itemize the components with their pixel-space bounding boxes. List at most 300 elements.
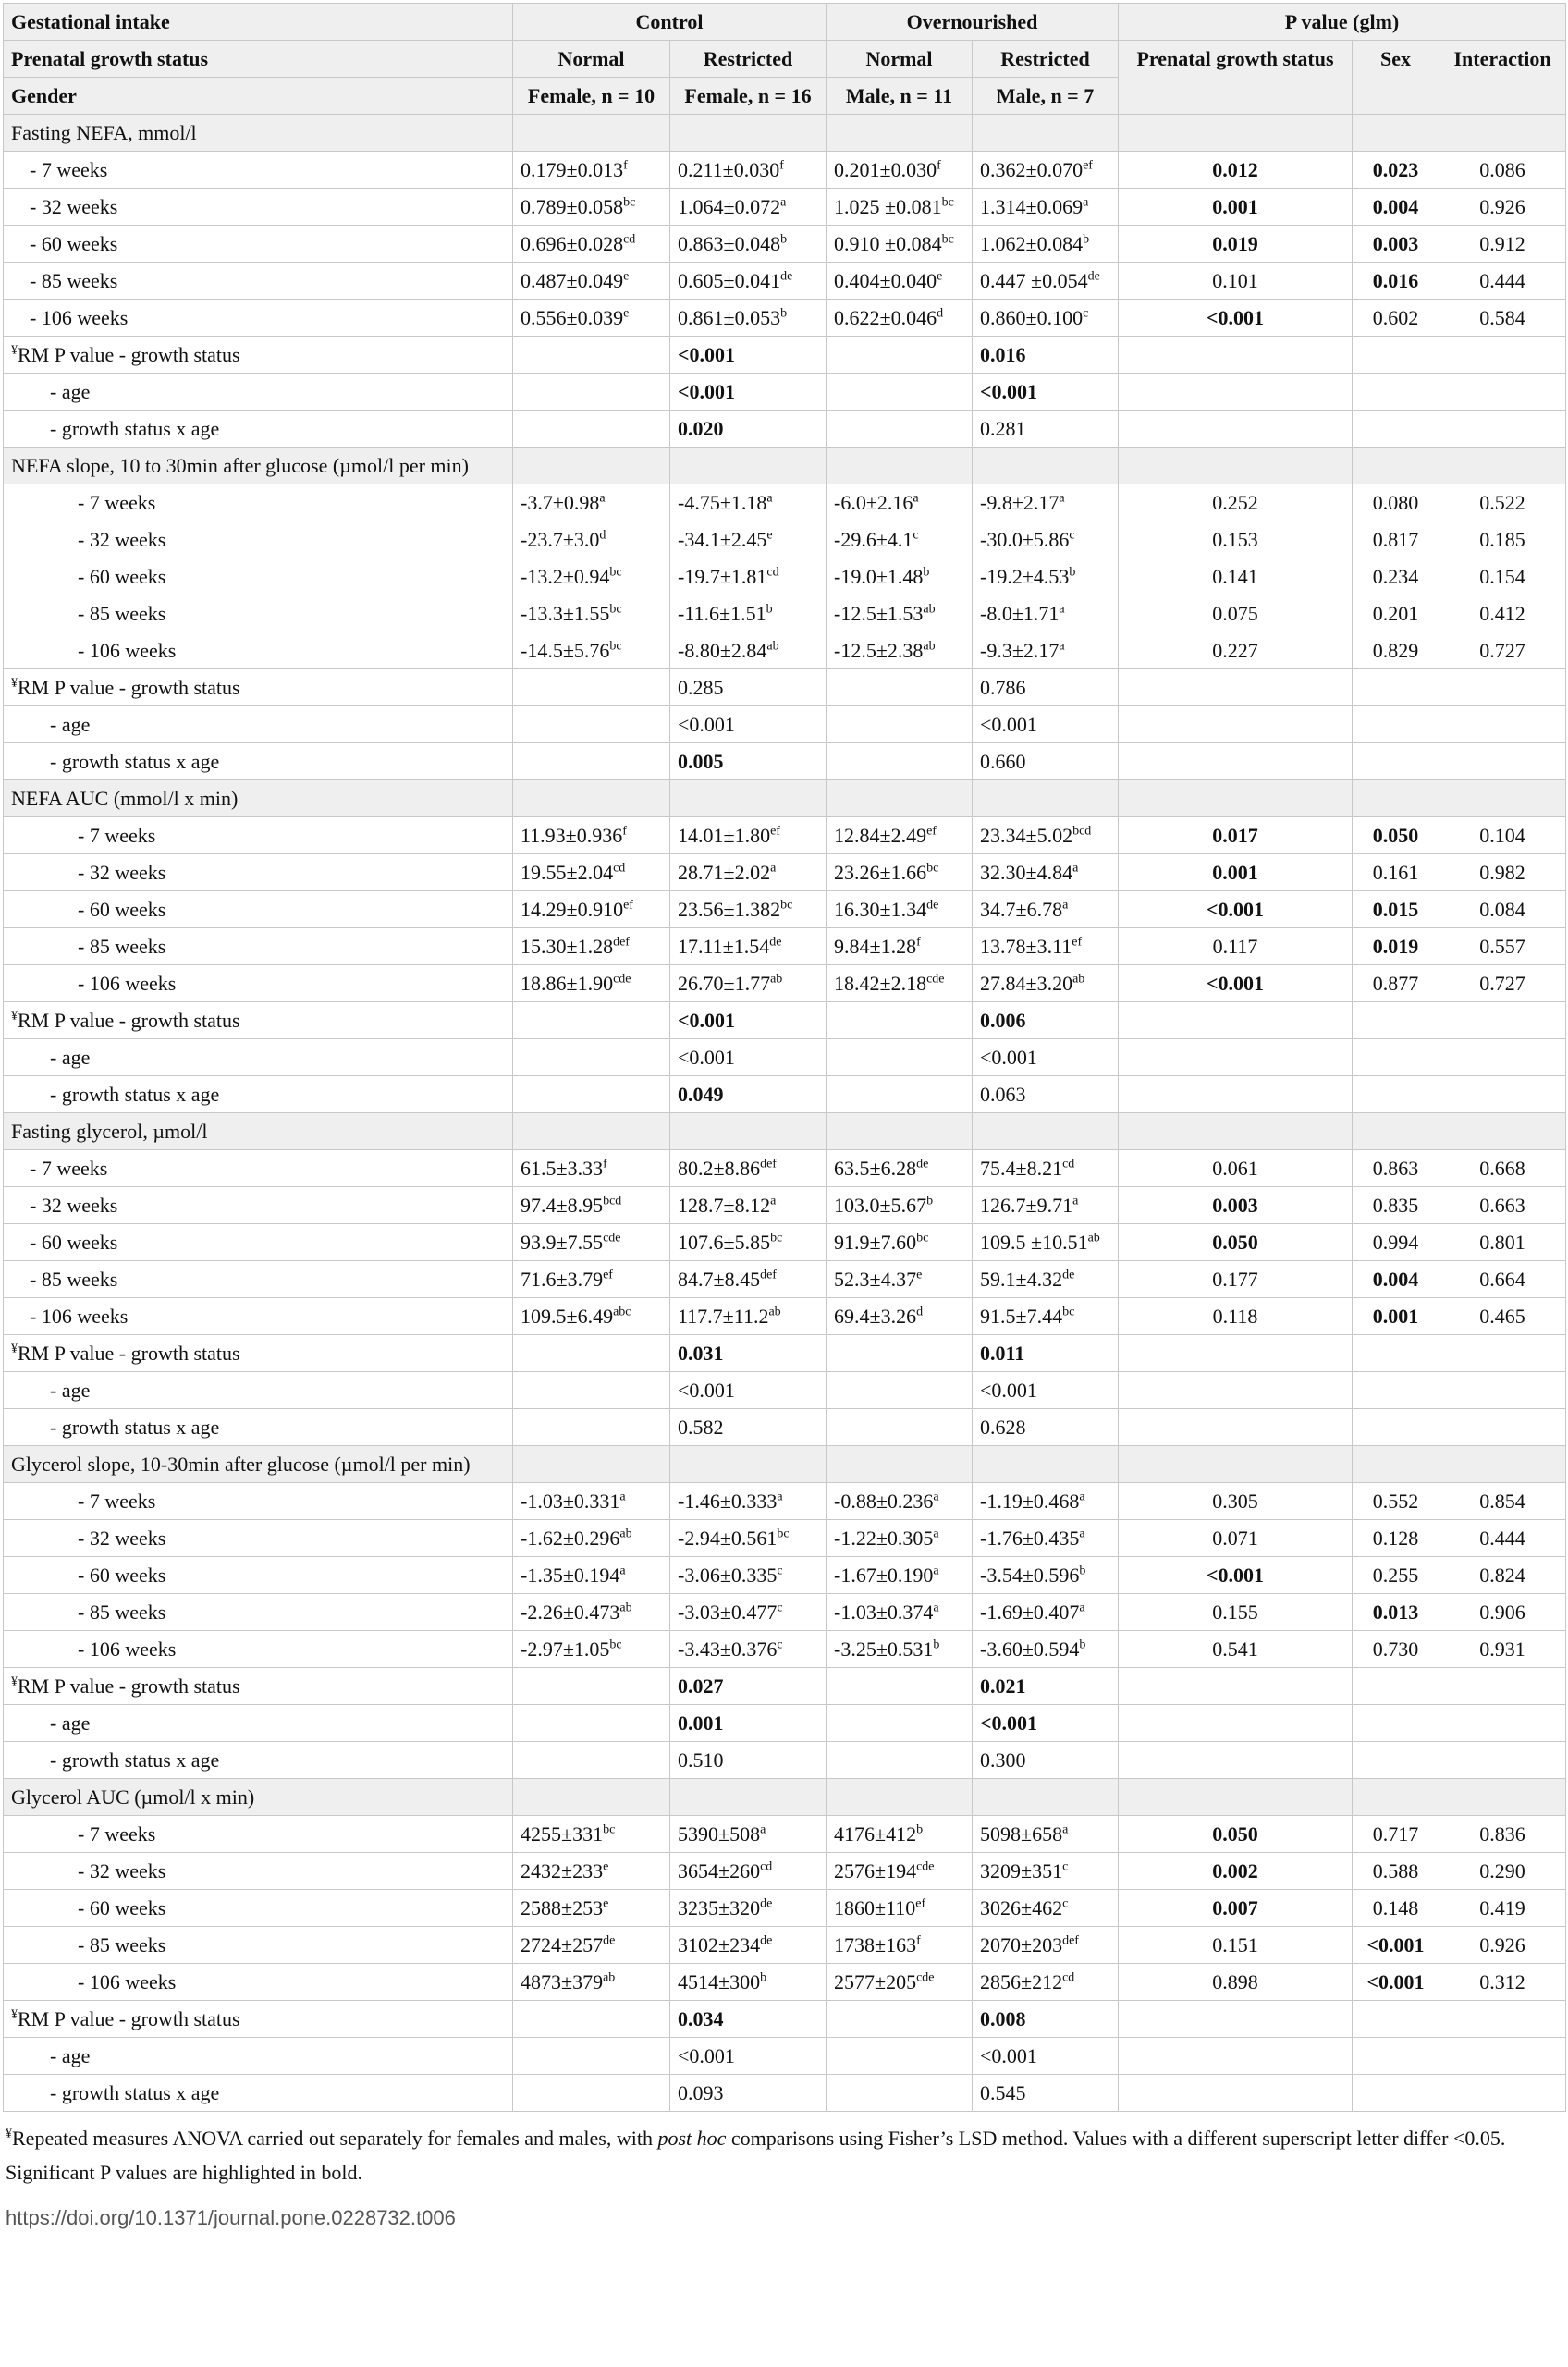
value-superscript: e [916, 1268, 923, 1282]
value-cell [513, 521, 670, 558]
value-cell [973, 484, 1119, 521]
value-cell [513, 854, 670, 891]
value-text: 16.30±1.34 [834, 898, 927, 921]
empty-cell [1439, 2001, 1566, 2038]
pvalue-cell: 0.012 [1119, 152, 1353, 189]
empty-cell [513, 780, 670, 817]
empty-cell [513, 1372, 670, 1409]
value-superscript: f [916, 935, 921, 950]
pvalue-cell: 0.854 [1439, 1483, 1566, 1520]
value-superscript: cd [1062, 1970, 1075, 1985]
empty-cell [827, 1668, 973, 1705]
pvalue-cell: 0.444 [1439, 263, 1566, 300]
value-text: -14.5±5.76 [521, 639, 610, 662]
row-label: - 7 weeks [4, 484, 513, 521]
empty-cell [1439, 1039, 1566, 1076]
empty-cell [973, 1113, 1119, 1150]
row-label: - 106 weeks [4, 1298, 513, 1335]
value-superscript: bc [770, 1231, 783, 1245]
pvalue-cell: 0.290 [1439, 1853, 1566, 1890]
value-text: -1.76±0.435 [980, 1527, 1080, 1550]
empty-cell [513, 706, 670, 743]
pvalue-cell: 0.465 [1439, 1298, 1566, 1335]
value-cell [827, 1927, 973, 1964]
value-superscript: de [760, 1933, 773, 1948]
rm-row [4, 1039, 1566, 1076]
value-superscript: a [777, 1490, 783, 1504]
rm-label [4, 1335, 513, 1372]
pvalue-cell: 0.863 [1353, 1150, 1439, 1187]
rm-label-text: - growth status x age [50, 417, 220, 440]
value-text: -3.03±0.477 [678, 1600, 778, 1624]
rm-value: 0.020 [670, 411, 827, 448]
value-cell [827, 521, 973, 558]
value-cell [973, 817, 1119, 854]
value-text: -19.7±1.81 [678, 565, 767, 588]
rm-label-text: RM P value - growth status [18, 343, 240, 366]
empty-cell [1119, 374, 1353, 411]
row-label: - 85 weeks [4, 1261, 513, 1298]
value-cell [513, 1261, 670, 1298]
value-superscript: d [916, 1305, 924, 1319]
value-text: 107.6±5.85 [678, 1231, 771, 1254]
empty-cell [513, 1705, 670, 1742]
empty-cell [1353, 1446, 1439, 1483]
value-text: 0.447 ±0.054 [980, 269, 1088, 292]
empty-cell [1353, 1409, 1439, 1446]
section-row [4, 1779, 1566, 1816]
rm-label-text: - growth status x age [50, 1083, 220, 1106]
row-label: - 7 weeks [4, 1483, 513, 1520]
value-text: 84.7±8.45 [678, 1268, 761, 1291]
value-cell [827, 1483, 973, 1520]
value-text: 34.7±6.78 [980, 898, 1063, 921]
value-cell [827, 965, 973, 1002]
pvalue-cell: 0.084 [1439, 891, 1566, 928]
value-cell [670, 891, 827, 928]
table-row [4, 1261, 1566, 1298]
empty-cell [827, 2038, 973, 2075]
value-text: 32.30±4.84 [980, 861, 1073, 884]
value-cell [670, 1927, 827, 1964]
value-text: -2.94±0.561 [678, 1527, 778, 1550]
value-cell [670, 1816, 827, 1853]
rm-label [4, 337, 513, 374]
value-cell [513, 189, 670, 226]
empty-cell [1439, 1779, 1566, 1816]
value-superscript: e [603, 1859, 609, 1874]
pvalue-cell: 0.412 [1439, 595, 1566, 632]
empty-cell [827, 1742, 973, 1779]
table-row [4, 1890, 1566, 1927]
table-row [4, 1520, 1566, 1557]
value-cell [973, 595, 1119, 632]
value-superscript: b [916, 1822, 924, 1837]
value-cell [827, 891, 973, 928]
rm-label [4, 1668, 513, 1705]
section-row [4, 1446, 1566, 1483]
rm-value: 0.011 [973, 1335, 1119, 1372]
value-superscript: f [937, 158, 941, 173]
value-superscript: a [933, 1600, 939, 1615]
pvalue-cell: 0.877 [1353, 965, 1439, 1002]
empty-cell [827, 1409, 973, 1446]
pvalue-cell: 0.154 [1439, 558, 1566, 595]
empty-cell [1353, 115, 1439, 152]
value-text: 23.26±1.66 [834, 861, 927, 884]
value-superscript: ef [926, 824, 937, 839]
rm-label [4, 1705, 513, 1742]
section-title: Glycerol AUC (µmol/l x min) [4, 1779, 513, 1816]
value-text: 128.7±8.12 [678, 1194, 771, 1217]
value-superscript: a [1072, 1194, 1079, 1208]
value-superscript: bc [916, 1231, 929, 1245]
value-superscript: a [770, 861, 777, 876]
empty-cell [1119, 1668, 1353, 1705]
empty-cell [1119, 115, 1353, 152]
value-cell [670, 1631, 827, 1668]
empty-cell [827, 1076, 973, 1113]
value-superscript: ab [768, 1305, 781, 1319]
table-row [4, 1631, 1566, 1668]
pvalue-cell: 0.584 [1439, 300, 1566, 337]
empty-cell [1119, 1372, 1353, 1409]
empty-cell [670, 1779, 827, 1816]
empty-cell [1353, 780, 1439, 817]
value-superscript: a [1062, 1822, 1069, 1837]
pvalue-cell: 0.557 [1439, 928, 1566, 965]
value-cell [827, 595, 973, 632]
empty-cell [827, 780, 973, 817]
header-sex: Sex [1353, 41, 1439, 115]
value-superscript: ab [770, 972, 783, 987]
value-cell [827, 1557, 973, 1594]
value-text: 0.556±0.039 [521, 306, 624, 329]
empty-cell [1119, 1002, 1353, 1039]
value-superscript: cde [916, 1859, 935, 1874]
rm-label [4, 706, 513, 743]
value-cell [973, 558, 1119, 595]
value-text: -13.3±1.55 [521, 602, 610, 625]
header-control: Control [513, 4, 827, 41]
value-text: 3026±462 [980, 1896, 1063, 1919]
empty-cell [1119, 2075, 1353, 2112]
rm-label-text: RM P value - growth status [18, 1674, 240, 1698]
empty-cell [1439, 706, 1566, 743]
value-superscript: bcd [1072, 824, 1092, 839]
value-cell [827, 1187, 973, 1224]
rm-label [4, 411, 513, 448]
empty-cell [1439, 1668, 1566, 1705]
value-text: -1.35±0.194 [521, 1564, 620, 1587]
value-superscript: c [913, 528, 919, 543]
header-group: Female, n = 10 [513, 78, 670, 115]
value-superscript: b [780, 232, 788, 247]
table-row [4, 1187, 1566, 1224]
value-text: 61.5±3.33 [521, 1157, 604, 1180]
row-label: - 106 weeks [4, 632, 513, 669]
value-cell [513, 1890, 670, 1927]
rm-label-text: - age [50, 1046, 91, 1069]
empty-cell [1353, 706, 1439, 743]
table-row [4, 1150, 1566, 1187]
value-text: -4.75±1.18 [678, 491, 767, 514]
value-cell [513, 300, 670, 337]
row-label: - 85 weeks [4, 1927, 513, 1964]
rm-label-text: - age [50, 2044, 91, 2067]
row-label: - 106 weeks [4, 300, 513, 337]
rm-row [4, 706, 1566, 743]
value-text: -2.97±1.05 [521, 1637, 610, 1661]
empty-cell [513, 1039, 670, 1076]
value-text: 1.025 ±0.081 [834, 195, 942, 218]
value-cell [973, 521, 1119, 558]
value-cell [973, 1890, 1119, 1927]
value-cell [973, 263, 1119, 300]
row-label: - 60 weeks [4, 558, 513, 595]
empty-cell [1353, 743, 1439, 780]
rm-value: 0.786 [973, 669, 1119, 706]
rm-label [4, 1076, 513, 1113]
empty-cell [827, 374, 973, 411]
rm-value: 0.093 [670, 2075, 827, 2112]
empty-cell [1353, 1779, 1439, 1816]
rm-mark: ¥ [11, 2007, 18, 2022]
value-superscript: e [766, 528, 773, 543]
rm-value: 0.285 [670, 669, 827, 706]
pvalue-cell: 0.663 [1439, 1187, 1566, 1224]
row-label: - 7 weeks [4, 817, 513, 854]
empty-cell [670, 780, 827, 817]
empty-cell [1119, 1742, 1353, 1779]
value-text: -0.88±0.236 [834, 1490, 934, 1513]
footnote-mark: ¥ [6, 2127, 12, 2141]
value-superscript: de [926, 898, 939, 913]
value-superscript: cde [926, 972, 945, 987]
empty-cell [1353, 1113, 1439, 1150]
value-text: -3.7±0.98 [521, 491, 600, 514]
value-text: -9.3±2.17 [980, 639, 1060, 662]
empty-cell [1353, 1002, 1439, 1039]
table-row [4, 1557, 1566, 1594]
pvalue-cell: 0.588 [1353, 1853, 1439, 1890]
pvalue-cell: 0.151 [1119, 1927, 1353, 1964]
empty-cell [513, 411, 670, 448]
pvalue-cell: 0.128 [1353, 1520, 1439, 1557]
value-text: 69.4±3.26 [834, 1305, 917, 1328]
value-text: 18.86±1.90 [521, 972, 614, 995]
value-cell [973, 152, 1119, 189]
value-cell [973, 189, 1119, 226]
data-table [3, 3, 1566, 2112]
rm-label-text: - age [50, 1379, 91, 1402]
empty-cell [513, 1446, 670, 1483]
value-text: 4255±331 [521, 1822, 604, 1846]
value-text: 15.30±1.28 [521, 935, 614, 958]
pvalue-cell: 0.161 [1353, 854, 1439, 891]
table-row [4, 558, 1566, 595]
rm-label [4, 2038, 513, 2075]
pvalue-cell: 0.835 [1353, 1187, 1439, 1224]
pvalue-cell: 0.104 [1439, 817, 1566, 854]
value-superscript: a [770, 1194, 777, 1208]
value-text: -1.69±0.407 [980, 1600, 1080, 1624]
pvalue-cell: 0.015 [1353, 891, 1439, 928]
empty-cell [1439, 743, 1566, 780]
empty-cell [1353, 337, 1439, 374]
rm-row [4, 1742, 1566, 1779]
footnote-text-b: comparisons using Fisher’s LSD method. Values with a different superscript letter differ <0.05. Significant P values are highlighted in bold. [6, 2127, 1506, 2184]
value-cell [973, 1594, 1119, 1631]
value-text: 75.4±8.21 [980, 1157, 1063, 1180]
header-normal: Normal [513, 41, 670, 78]
value-text: -11.6±1.51 [678, 602, 766, 625]
empty-cell [670, 115, 827, 152]
value-superscript: b [926, 1194, 934, 1208]
rm-value: 0.006 [973, 1002, 1119, 1039]
pvalue-cell: 0.117 [1119, 928, 1353, 965]
value-superscript: de [1062, 1268, 1075, 1282]
value-cell [973, 854, 1119, 891]
value-superscript: a [1062, 898, 1069, 913]
table-row [4, 152, 1566, 189]
section-row [4, 780, 1566, 817]
value-cell [670, 300, 827, 337]
value-superscript: ef [770, 824, 780, 839]
value-text: -13.2±0.94 [521, 565, 610, 588]
value-cell [670, 189, 827, 226]
rm-label-text: RM P value - growth status [18, 2007, 240, 2030]
value-cell [513, 928, 670, 965]
value-cell [973, 928, 1119, 965]
value-superscript: a [619, 1490, 626, 1504]
value-text: 3102±234 [678, 1933, 761, 1956]
pvalue-cell: 0.664 [1439, 1261, 1566, 1298]
rm-label-text: - growth status x age [50, 1748, 220, 1772]
empty-cell [513, 1076, 670, 1113]
value-cell [670, 854, 827, 891]
value-text: 4514±300 [678, 1970, 761, 1993]
value-superscript: c [777, 1564, 783, 1578]
value-superscript: abc [613, 1305, 631, 1319]
rm-label [4, 2001, 513, 2038]
value-cell [827, 817, 973, 854]
value-cell [513, 1557, 670, 1594]
rm-value: 0.063 [973, 1076, 1119, 1113]
pvalue-cell: 0.003 [1353, 226, 1439, 263]
value-text: -12.5±1.53 [834, 602, 924, 625]
value-cell [670, 1261, 827, 1298]
pvalue-cell: 0.255 [1353, 1557, 1439, 1594]
value-superscript: a [1059, 602, 1065, 617]
pvalue-cell: 0.141 [1119, 558, 1353, 595]
empty-cell [827, 448, 973, 484]
empty-cell [827, 1335, 973, 1372]
rm-value: <0.001 [670, 706, 827, 743]
pvalue-cell: <0.001 [1353, 1927, 1439, 1964]
value-superscript: f [622, 824, 627, 839]
pvalue-cell: 0.227 [1119, 632, 1353, 669]
value-superscript: bc [780, 898, 793, 913]
value-cell [513, 1816, 670, 1853]
rm-label [4, 1002, 513, 1039]
value-superscript: cd [1062, 1157, 1075, 1171]
empty-cell [1353, 1372, 1439, 1409]
pvalue-cell: 0.906 [1439, 1594, 1566, 1631]
empty-cell [1353, 1076, 1439, 1113]
pvalue-cell: 0.080 [1353, 484, 1439, 521]
table-row [4, 226, 1566, 263]
value-text: -3.60±0.594 [980, 1637, 1080, 1661]
pvalue-cell: 0.419 [1439, 1890, 1566, 1927]
pvalue-cell: 0.050 [1119, 1224, 1353, 1261]
value-text: -30.0±5.86 [980, 528, 1070, 551]
value-cell [513, 1853, 670, 1890]
pvalue-cell: 0.118 [1119, 1298, 1353, 1335]
value-superscript: b [933, 1637, 940, 1652]
rm-label-text: RM P value - growth status [18, 1342, 240, 1365]
pvalue-cell: 0.668 [1439, 1150, 1566, 1187]
row-label: - 32 weeks [4, 1520, 513, 1557]
value-text: 93.9±7.55 [521, 1231, 604, 1254]
rm-value: <0.001 [670, 1039, 827, 1076]
value-cell [670, 1150, 827, 1187]
empty-cell [1119, 2038, 1353, 2075]
pvalue-cell: 0.001 [1119, 189, 1353, 226]
value-cell [827, 558, 973, 595]
empty-cell [1439, 2075, 1566, 2112]
value-cell [973, 1557, 1119, 1594]
value-text: 26.70±1.77 [678, 972, 771, 995]
header-interaction: Interaction [1439, 41, 1566, 115]
empty-cell [1439, 2038, 1566, 2075]
value-text: 91.5±7.44 [980, 1305, 1063, 1328]
header-restricted: Restricted [670, 41, 827, 78]
rm-row [4, 1335, 1566, 1372]
doi-link[interactable]: https://doi.org/10.1371/journal.pone.0228732.t006 [6, 2206, 456, 2229]
pvalue-cell: 0.050 [1119, 1816, 1353, 1853]
value-cell [670, 484, 827, 521]
empty-cell [513, 1335, 670, 1372]
value-cell [513, 595, 670, 632]
empty-cell [1119, 2001, 1353, 2038]
pvalue-cell: <0.001 [1119, 300, 1353, 337]
value-text: -9.8±2.17 [980, 491, 1060, 514]
empty-cell [1119, 1335, 1353, 1372]
rm-value: 0.628 [973, 1409, 1119, 1446]
value-text: -34.1±2.45 [678, 528, 767, 551]
value-cell [513, 1964, 670, 2001]
row-label: - 60 weeks [4, 1557, 513, 1594]
empty-cell [513, 1742, 670, 1779]
value-cell [827, 300, 973, 337]
value-cell [973, 632, 1119, 669]
value-cell [670, 226, 827, 263]
value-text: -1.62±0.296 [521, 1527, 620, 1550]
value-superscript: de [760, 1896, 773, 1911]
rm-label-text: - growth status x age [50, 2081, 220, 2104]
empty-cell [973, 780, 1119, 817]
value-text: 12.84±2.49 [834, 824, 927, 847]
value-text: 0.696±0.028 [521, 232, 624, 255]
value-superscript: b [760, 1970, 767, 1985]
pvalue-cell: 0.007 [1119, 1890, 1353, 1927]
value-cell [973, 1520, 1119, 1557]
section-title: NEFA slope, 10 to 30min after glucose (µmol/l per min) [4, 448, 513, 484]
value-superscript: a [760, 1822, 766, 1837]
value-text: 4873±379 [521, 1970, 604, 1993]
value-text: 2432±233 [521, 1859, 604, 1883]
